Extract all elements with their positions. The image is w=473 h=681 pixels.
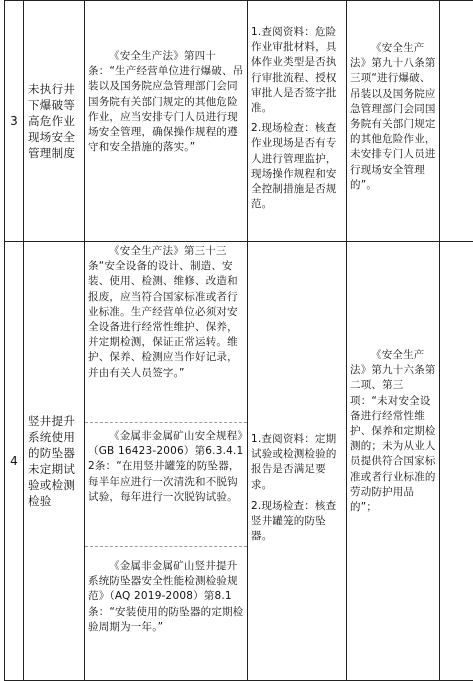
inspection-item: 竖井提升系统使用的防坠器未定期试验或检测检验: [24, 242, 85, 681]
inspection-table: [4, 0, 473, 681]
empty-cell: [440, 1, 473, 242]
penalty-basis-cell: [347, 1, 440, 242]
legal-basis-text: 《金属非金属矿山竖井提升系统防坠器安全性能检测检验规范》（AQ 2019-2008）第8.1条：“安装使用的防坠器的定期检验周期为一年。”: [85, 559, 247, 635]
row-number: 4: [5, 242, 24, 681]
inspection-method-cell: [248, 1, 347, 242]
penalty-basis-cell: [347, 242, 440, 681]
legal-basis-cell: [85, 242, 248, 681]
inspection-item: 未执行井下爆破等高危作业现场安全管理制度: [24, 1, 85, 242]
method-step: 2.现场检查：核查作业现场是否有专人进行管理监护，现场操作规程和安全控制措施是否规范。: [248, 121, 346, 212]
table-row: [5, 1, 473, 242]
inspection-method-cell: [248, 242, 347, 681]
method-step: 1.查阅资料：危险作业审批材料，具体作业类型是否执行审批流程、授权审批人是否签字批准。: [248, 25, 346, 116]
row-number: 3: [5, 1, 24, 242]
penalty-basis-text: 《安全生产法》第九十八条第三项“进行爆破、吊装以及国务院应急管理部门会同国务院有关部门规定的其他危险作业，未安排专门人员进行现场安全管理的”。: [347, 41, 439, 193]
method-step: 2.现场检查：核查竖井罐笼的防坠器。: [248, 499, 346, 545]
legal-basis-cell: [85, 1, 248, 242]
penalty-basis-text: 《安全生产法》第九十六条第二项、第三项：“未对安全设备进行经常性维护、保养和定期检测的；未为从业人员提供符合国家标准或者行业标准的劳动防护用品的”；: [347, 348, 439, 515]
legal-basis-text: 《安全生产法》第三十三条“安全设备的设计、制造、安装、使用、检测、维修、改造和报废，应当符合国家标准或者行业标准。生产经营单位必须对安全设备进行经常性维护、保养，并定期检测，保证正常运转。维护、保养、检测应当作好记录，并由有关人员签字。”: [85, 244, 247, 381]
method-step: 1.查阅资料：定期试验或检测检验的报告是否满足要求。: [248, 432, 346, 493]
legal-basis-text: 《金属非金属矿山安全规程》（GB 16423-2006）第6.3.4.12条：“在用竖井罐笼的防坠器，每半年应进行一次清洗和不脱钩试验，每年进行一次脱钩试验。: [85, 429, 247, 505]
legal-basis-text: 《安全生产法》第四十条：“生产经营单位进行爆破、吊装以及国务院应急管理部门会同国务院有关部门规定的其他危险作业，应当安排专门人员进行现场安全管理，确保操作规程的遵守和安全措施的落实。”: [85, 49, 247, 155]
table-row: [5, 242, 473, 681]
empty-cell: [440, 242, 473, 681]
